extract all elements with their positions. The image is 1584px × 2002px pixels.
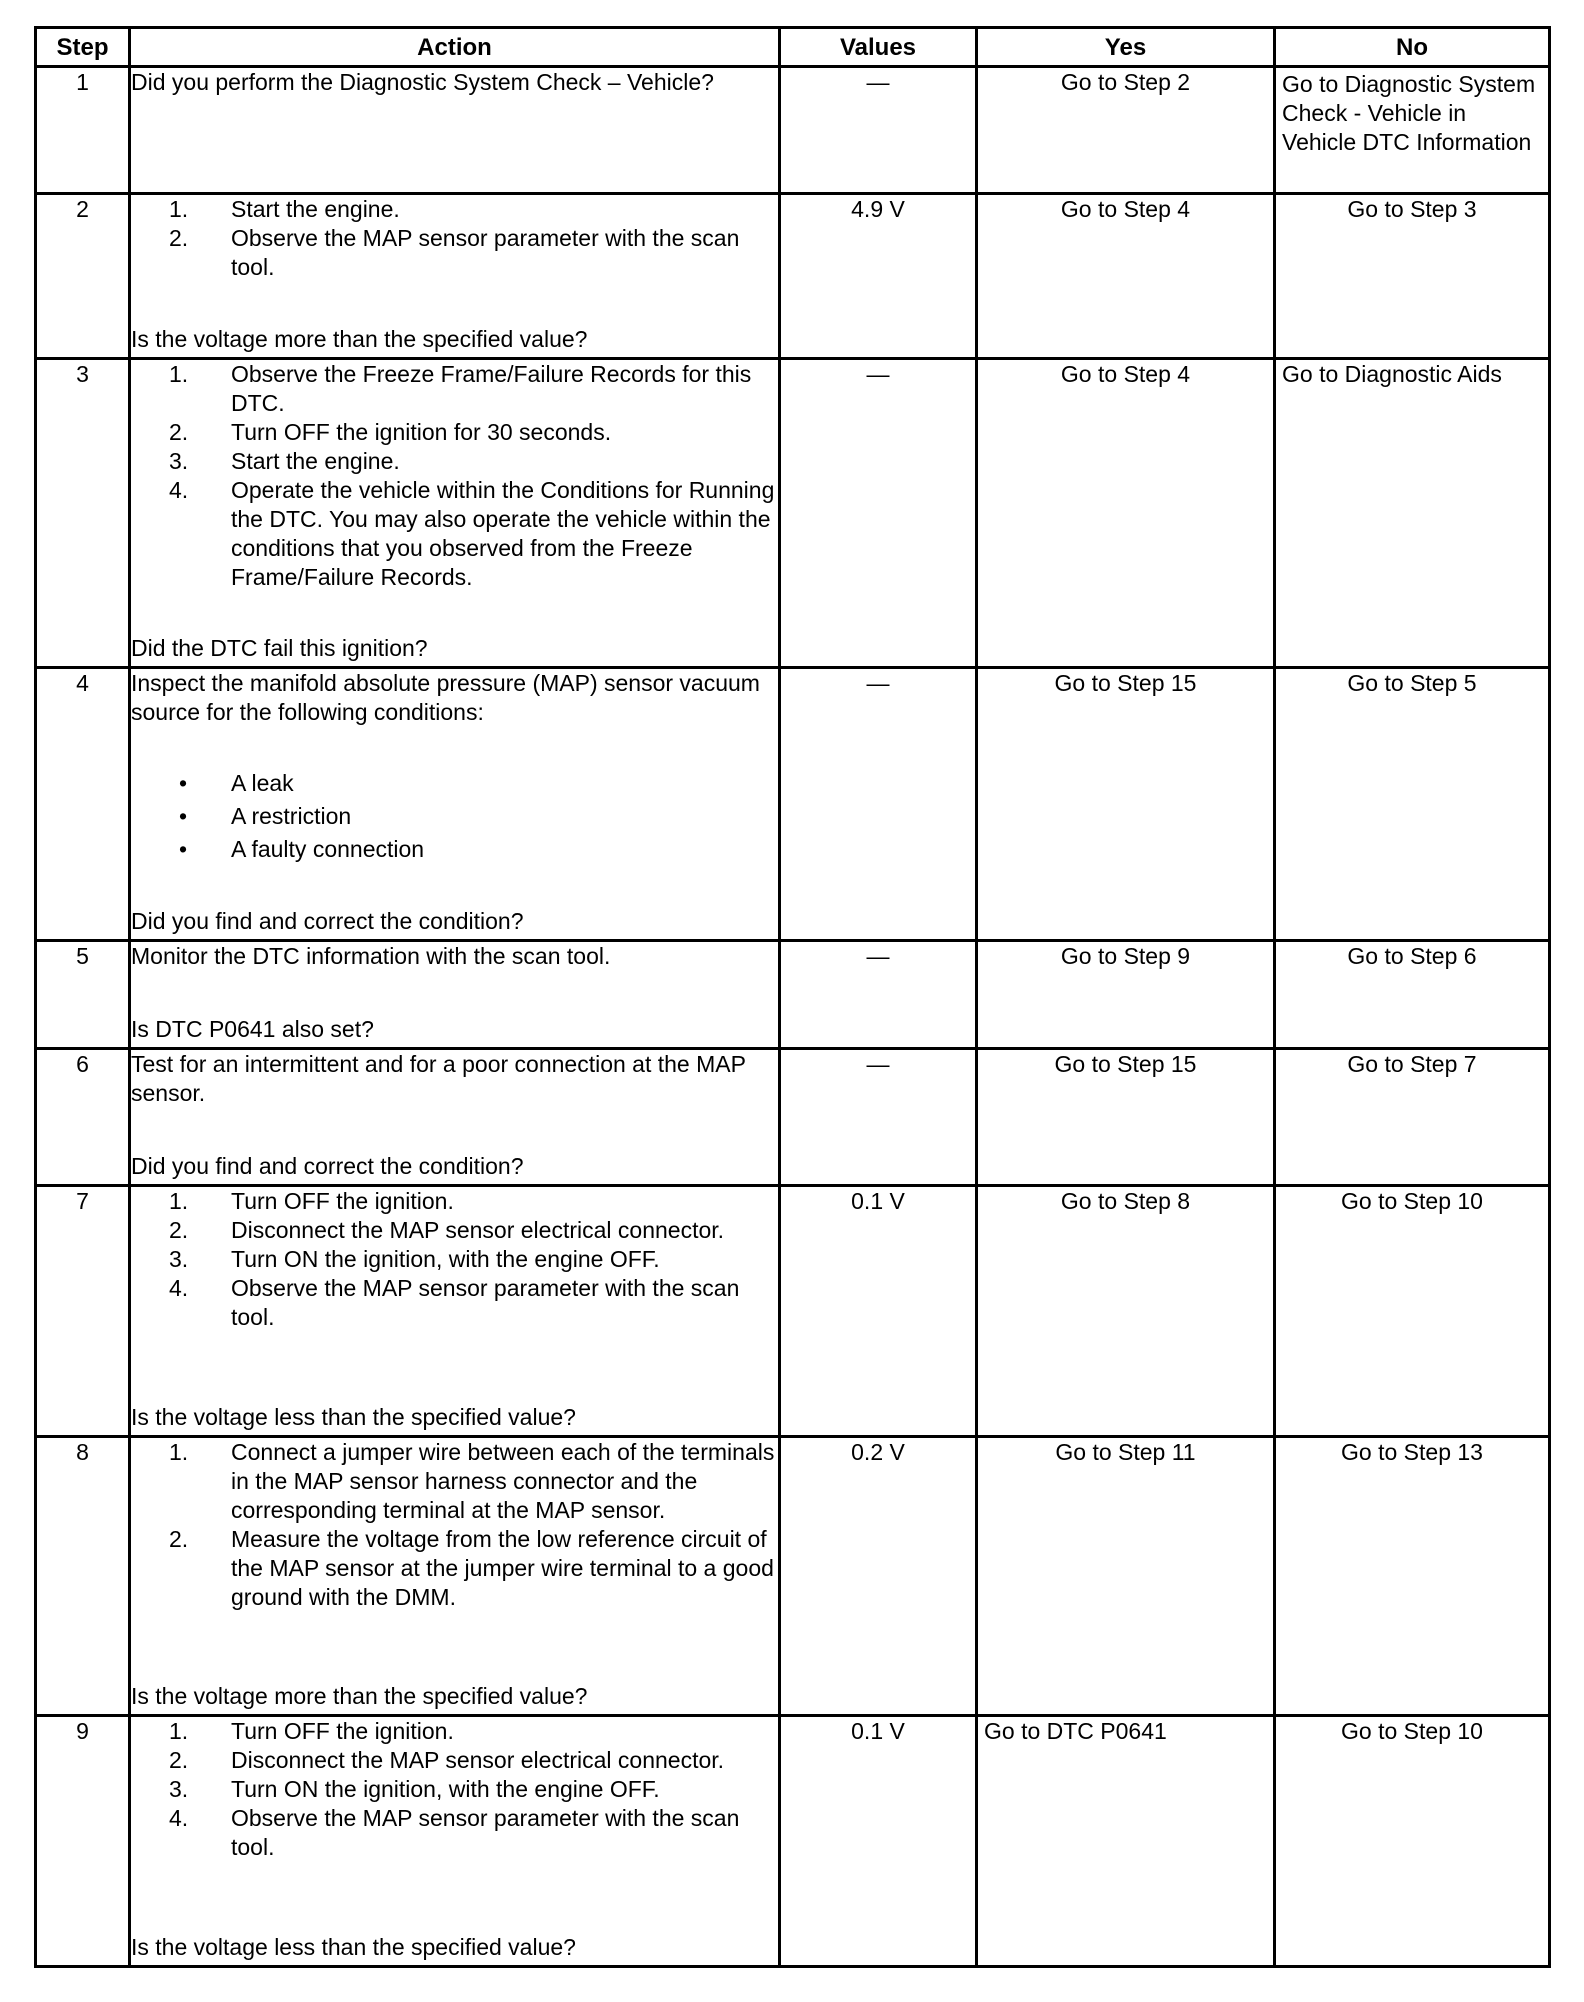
value-cell: — <box>780 67 977 194</box>
no-cell <box>1275 1049 1550 1186</box>
action-question: Is the voltage more than the specified value? <box>131 1683 588 1709</box>
action-cell <box>130 1716 780 1967</box>
numbered-list <box>131 195 778 282</box>
list-item <box>131 195 778 224</box>
no-link[interactable]: Go to Step 13 <box>1341 1439 1483 1465</box>
list-item <box>131 1438 778 1525</box>
value-cell: — <box>780 941 977 1049</box>
list-item <box>131 360 778 418</box>
yes-link[interactable]: Go to Step 8 <box>1060 1188 1191 1214</box>
yes-cell <box>977 67 1275 194</box>
list-item <box>131 1525 778 1612</box>
list-item <box>131 1804 778 1862</box>
header-row <box>36 28 1550 67</box>
list-item-number: 1. <box>169 1188 189 1214</box>
list-item-text: Measure the voltage from the low reference circuit of the MAP sensor at the jumper wire terminal to a good ground with the DMM. <box>231 1526 774 1610</box>
step-number: 2 <box>36 194 130 359</box>
list-item-number: 1. <box>169 361 189 387</box>
step-number: 4 <box>36 668 130 941</box>
list-item <box>131 767 778 800</box>
yes-cell <box>977 1437 1275 1716</box>
step-number: 8 <box>36 1437 130 1716</box>
list-item-number: 1. <box>169 1718 189 1744</box>
yes-link[interactable]: Go to Step 2 <box>1060 69 1191 95</box>
bullet-icon: • <box>179 770 188 796</box>
table-row <box>36 1186 1550 1437</box>
list-item-text: Observe the MAP sensor parameter with the scan tool. <box>231 1805 740 1860</box>
header-no: No <box>1275 28 1550 67</box>
no-cell <box>1275 67 1550 194</box>
header-yes: Yes <box>977 28 1275 67</box>
list-item <box>131 418 778 447</box>
value-cell: — <box>780 1049 977 1186</box>
yes-link[interactable]: Go to Step 9 <box>1060 943 1191 969</box>
no-link[interactable]: Go to Step 10 <box>1341 1718 1483 1744</box>
action-question: Did you find and correct the condition? <box>131 1153 524 1179</box>
action-cell <box>130 668 780 941</box>
action-intro: Test for an intermittent and for a poor connection at the MAP sensor. <box>131 1051 746 1106</box>
table-row <box>36 941 1550 1049</box>
list-item-number: 2. <box>169 1526 189 1552</box>
bullet-icon: • <box>179 836 188 862</box>
table-row <box>36 1716 1550 1967</box>
list-item-text: Operate the vehicle within the Conditions for Running the DTC. You may also operate the vehicle within the conditions that you observed from the Freeze Frame/Failure Records. <box>231 477 775 590</box>
yes-link[interactable]: Go to Step 15 <box>1054 1051 1197 1077</box>
yes-cell <box>977 941 1275 1049</box>
no-link[interactable]: Go to Step 10 <box>1341 1188 1483 1214</box>
numbered-list <box>131 360 778 592</box>
action-question: Is DTC P0641 also set? <box>131 1016 374 1042</box>
yes-link[interactable]: Go to Step 4 <box>1060 361 1191 387</box>
list-item-number: 2. <box>169 1747 189 1773</box>
yes-link[interactable]: Go to Step 11 <box>1055 1439 1196 1465</box>
step-number: 7 <box>36 1186 130 1437</box>
header-step: Step <box>36 28 130 67</box>
action-cell <box>130 194 780 359</box>
list-item-text: Observe the MAP sensor parameter with the scan tool. <box>231 1275 740 1330</box>
action-cell <box>130 941 780 1049</box>
list-item-text: Connect a jumper wire between each of the terminals in the MAP sensor harness connector and the corresponding terminal at the MAP sensor. <box>231 1439 775 1523</box>
no-cell <box>1275 668 1550 941</box>
no-cell <box>1275 1716 1550 1967</box>
action-cell <box>130 359 780 668</box>
step-number: 3 <box>36 359 130 668</box>
table-row <box>36 67 1550 194</box>
yes-cell <box>977 194 1275 359</box>
list-item <box>131 1187 778 1216</box>
table-row <box>36 194 1550 359</box>
action-question: Is the voltage more than the specified value? <box>131 326 588 352</box>
list-item-number: 2. <box>169 225 189 251</box>
table-row <box>36 359 1550 668</box>
list-item-text: A restriction <box>231 803 352 829</box>
list-item <box>131 800 778 833</box>
list-item <box>131 447 778 476</box>
step-number: 1 <box>36 67 130 194</box>
numbered-list <box>131 1187 778 1332</box>
list-item-number: 1. <box>169 1439 189 1465</box>
list-item <box>131 1245 778 1274</box>
list-item-number: 4. <box>169 1275 189 1301</box>
list-item-number: 1. <box>169 196 189 222</box>
list-item <box>131 224 778 282</box>
yes-cell <box>977 359 1275 668</box>
yes-cell <box>977 1186 1275 1437</box>
action-cell <box>130 1186 780 1437</box>
value-cell: 0.2 V <box>780 1437 977 1716</box>
action-cell <box>130 1049 780 1186</box>
list-item-text: Turn OFF the ignition for 30 seconds. <box>231 419 612 445</box>
table-row <box>36 668 1550 941</box>
action-intro: Did you perform the Diagnostic System Check – Vehicle? <box>131 69 714 95</box>
numbered-list <box>131 1438 778 1612</box>
numbered-list <box>131 1717 778 1862</box>
step-number: 6 <box>36 1049 130 1186</box>
list-item-text: Turn ON the ignition, with the engine OFF. <box>231 1246 660 1272</box>
action-question: Did you find and correct the condition? <box>131 908 524 934</box>
step-number: 9 <box>36 1716 130 1967</box>
table-row <box>36 1049 1550 1186</box>
list-item <box>131 1775 778 1804</box>
no-link[interactable]: Go to Step 7 <box>1347 1051 1477 1077</box>
value-cell: — <box>780 359 977 668</box>
no-link[interactable]: Go to Diagnostic System Check - Vehicle in Vehicle DTC Information <box>1282 71 1536 155</box>
diagnostic-table <box>34 26 1551 1968</box>
yes-cell <box>977 1049 1275 1186</box>
list-item-number: 4. <box>169 1805 189 1831</box>
action-question: Is the voltage less than the specified value? <box>131 1934 576 1960</box>
no-link[interactable]: Go to Diagnostic Aids <box>1282 361 1502 387</box>
list-item <box>131 1717 778 1746</box>
list-item-number: 3. <box>169 1776 189 1802</box>
list-item-text: A leak <box>231 770 294 796</box>
yes-cell <box>977 668 1275 941</box>
list-item-text: Turn OFF the ignition. <box>231 1188 454 1214</box>
list-item <box>131 1216 778 1245</box>
list-item <box>131 833 778 866</box>
header-values: Values <box>780 28 977 67</box>
no-cell <box>1275 359 1550 668</box>
no-link[interactable]: Go to Step 5 <box>1347 670 1477 696</box>
bullet-icon: • <box>179 803 188 829</box>
list-item-number: 4. <box>169 477 189 503</box>
action-intro: Inspect the manifold absolute pressure (MAP) sensor vacuum source for the following conditions: <box>131 670 760 725</box>
list-item-text: A faulty connection <box>231 836 425 862</box>
table-row <box>36 1437 1550 1716</box>
header-action: Action <box>130 28 780 67</box>
action-intro: Monitor the DTC information with the scan tool. <box>131 943 611 969</box>
list-item-text: Start the engine. <box>231 196 400 222</box>
list-item-text: Start the engine. <box>231 448 400 474</box>
list-item-number: 3. <box>169 448 189 474</box>
list-item-text: Disconnect the MAP sensor electrical connector. <box>231 1217 725 1243</box>
no-cell <box>1275 1437 1550 1716</box>
value-cell: — <box>780 668 977 941</box>
no-link[interactable]: Go to Step 3 <box>1347 196 1477 222</box>
list-item-text: Observe the Freeze Frame/Failure Records for this DTC. <box>231 361 752 416</box>
no-link[interactable]: Go to Step 6 <box>1347 943 1477 969</box>
action-question: Did the DTC fail this ignition? <box>131 635 428 661</box>
list-item-number: 2. <box>169 419 189 445</box>
list-item-number: 3. <box>169 1246 189 1272</box>
yes-link[interactable]: Go to Step 15 <box>1054 670 1197 696</box>
value-cell: 0.1 V <box>780 1186 977 1437</box>
action-cell <box>130 1437 780 1716</box>
list-item-text: Turn ON the ignition, with the engine OFF. <box>231 1776 660 1802</box>
no-cell <box>1275 1186 1550 1437</box>
list-item <box>131 1274 778 1332</box>
action-question: Is the voltage less than the specified value? <box>131 1404 576 1430</box>
yes-link[interactable]: Go to DTC P0641 <box>984 1718 1167 1744</box>
yes-link[interactable]: Go to Step 4 <box>1060 196 1191 222</box>
action-cell <box>130 67 780 194</box>
bullet-list <box>131 767 778 866</box>
list-item-number: 2. <box>169 1217 189 1243</box>
no-cell <box>1275 941 1550 1049</box>
step-number: 5 <box>36 941 130 1049</box>
list-item-text: Observe the MAP sensor parameter with the scan tool. <box>231 225 740 280</box>
value-cell: 4.9 V <box>780 194 977 359</box>
list-item-text: Disconnect the MAP sensor electrical connector. <box>231 1747 725 1773</box>
yes-cell <box>977 1716 1275 1967</box>
list-item <box>131 476 778 592</box>
list-item <box>131 1746 778 1775</box>
value-cell: 0.1 V <box>780 1716 977 1967</box>
list-item-text: Turn OFF the ignition. <box>231 1718 454 1744</box>
no-cell <box>1275 194 1550 359</box>
